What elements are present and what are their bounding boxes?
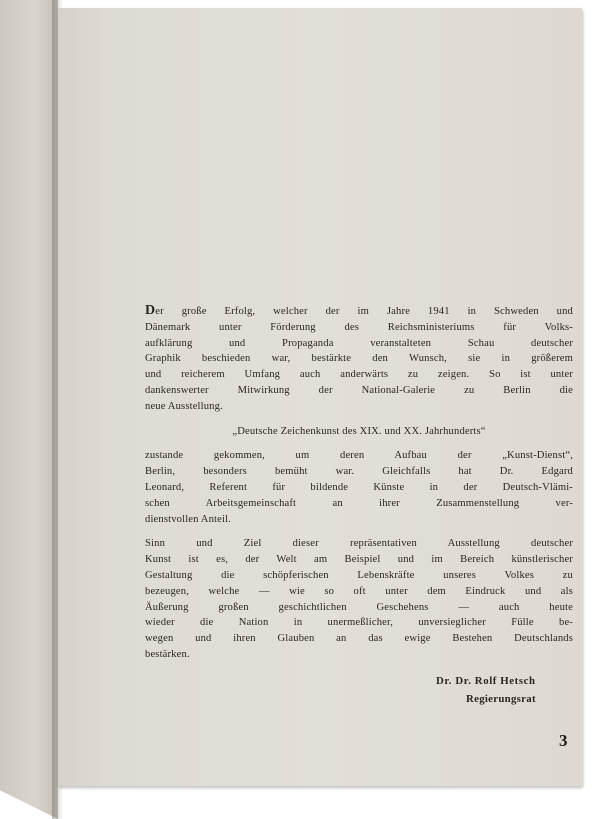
text-line: Graphik beschieden war, bestärkte den Wunsch, sie in größerem (145, 353, 573, 365)
text-line: aufklärung und Propaganda veranstalteten Schau deutscher (145, 337, 573, 349)
signature-title: Regierungsrat (466, 693, 536, 705)
page-number: 3 (559, 731, 568, 750)
exhibition-title: „Deutsche Zeichenkunst des XIX. und XX. Jahrhunderts“ (232, 425, 486, 437)
paragraph-2 (145, 448, 573, 527)
text-line: Berlin, besonders bemüht war. Gleichfalls hat Dr. Edgard (145, 466, 573, 478)
text-line: Der große Erfolg, welcher der im Jahre 1941 in Schweden und (145, 303, 573, 318)
text-line: Äußerung großen geschichtlichen Geschehens — auch heute (145, 601, 573, 613)
text-line: wegen und ihren Glauben an das ewige Bestehen Deutschlands (145, 633, 573, 645)
text-line: bezeugen, welche — wie so oft unter dem Eindruck und als (145, 585, 573, 597)
text-line: Kunst ist es, der Welt am Beispiel und im Bereich künstlerischer (145, 554, 573, 566)
signature-name: Dr. Dr. Rolf Hetsch (436, 675, 536, 687)
text-line: dankenswerter Mitwirkung der National-Galerie zu Berlin die (145, 384, 573, 396)
signature-block (436, 672, 576, 708)
text-line: und reicherem Umfang auch anderwärts zu zeigen. So ist unter (145, 369, 573, 381)
paragraph-1 (145, 303, 573, 415)
text-line: neue Ausstellung. (145, 400, 223, 412)
text-line: Leonard, Referent für bildende Künste in der Deutsch-Vlämi- (145, 481, 573, 493)
text-line: dienstvollen Anteil. (145, 513, 231, 525)
left-page-edge (0, 0, 58, 819)
paragraph-3 (145, 536, 573, 662)
book-page (58, 8, 582, 786)
body-text (145, 303, 573, 663)
text-line: Gestaltung die schöpferischen Lebenskräfte unseres Volkes zu (145, 569, 573, 581)
text-line: Sinn und Ziel dieser repräsentativen Ausstellung deutscher (145, 538, 573, 550)
text-line: schen Arbeitsgemeinschaft an ihrer Zusammenstellung ver- (145, 497, 573, 509)
text-line: Dänemark unter Förderung des Reichsministeriums für Volks- (145, 321, 573, 333)
text-line: wieder die Nation in unermeßlicher, unversieglicher Fülle be- (145, 617, 573, 629)
text-line: zustande gekommen, um deren Aufbau der „Kunst-Dienst“, (145, 450, 573, 462)
text-line: bestärken. (145, 648, 190, 660)
initial-letter: D (145, 303, 156, 318)
